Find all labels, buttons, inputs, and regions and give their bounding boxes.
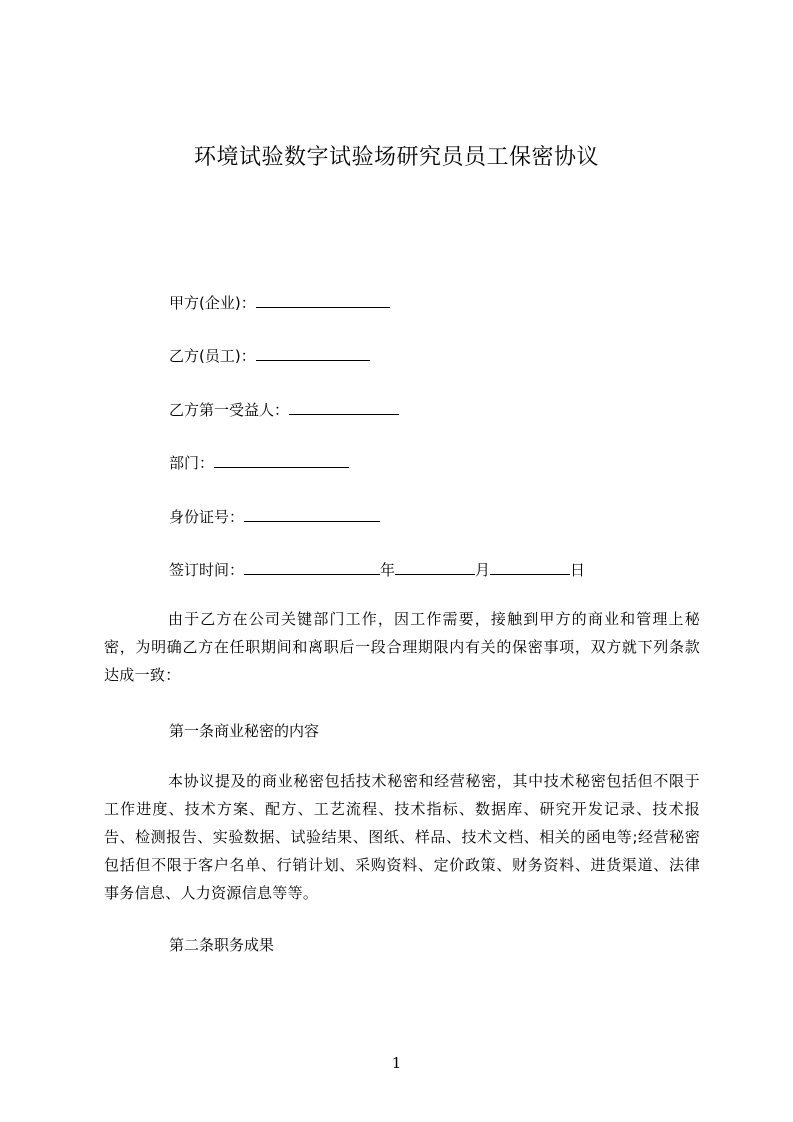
- page-number: 1: [391, 1054, 402, 1072]
- year-label: 年: [380, 561, 396, 579]
- sign-time-field: [169, 559, 585, 580]
- id-number-field: [169, 506, 380, 527]
- party-b-label: 乙方(员工)：: [169, 347, 256, 365]
- beneficiary-blank[interactable]: [289, 400, 399, 415]
- party-a-blank[interactable]: [256, 293, 390, 308]
- department-field: [169, 452, 349, 473]
- beneficiary-field: [169, 399, 399, 420]
- year-blank[interactable]: [244, 560, 380, 575]
- day-blank[interactable]: [490, 560, 570, 575]
- party-a-field: [169, 292, 390, 313]
- intro-paragraph: 由于乙方在公司关键部门工作，因工作需要，接触到甲方的商业和管理上秘密，为明确乙方在任职期间和离职后一段合理期限内有关的保密事项，双方就下列条款达成一致：: [104, 610, 700, 684]
- party-a-label: 甲方(企业)：: [169, 294, 256, 312]
- beneficiary-label: 乙方第一受益人：: [169, 401, 290, 419]
- document-title: 环境试验数字试验场研究员员工保密协议: [193, 145, 599, 170]
- day-label: 日: [570, 561, 586, 579]
- article-1-body: 本协议提及的商业秘密包括技术秘密和经营秘密，其中技术秘密包括但不限于工作进度、技术方案、配方、工艺流程、技术指标、数据库、研究开发记录、技术报告、检测报告、实验数据、试验结果、图纸、样品、技术文档、相关的函电等;经营秘密包括但不限于客户名单、行销计划、采购资料、定价政策、财务资料、进货渠道、法律事务信息、人力资源信息等等。: [104, 772, 700, 902]
- month-blank[interactable]: [395, 560, 475, 575]
- article-2-heading: 第二条职务成果: [169, 936, 275, 954]
- department-blank[interactable]: [214, 453, 349, 468]
- department-label: 部门：: [169, 454, 215, 472]
- article-1-heading: 第一条商业秘密的内容: [169, 722, 320, 740]
- sign-time-label: 签订时间：: [169, 561, 245, 579]
- id-number-blank[interactable]: [244, 507, 380, 522]
- month-label: 月: [475, 561, 491, 579]
- id-number-label: 身份证号：: [169, 508, 245, 526]
- party-b-field: [169, 345, 370, 366]
- party-b-blank[interactable]: [256, 346, 370, 361]
